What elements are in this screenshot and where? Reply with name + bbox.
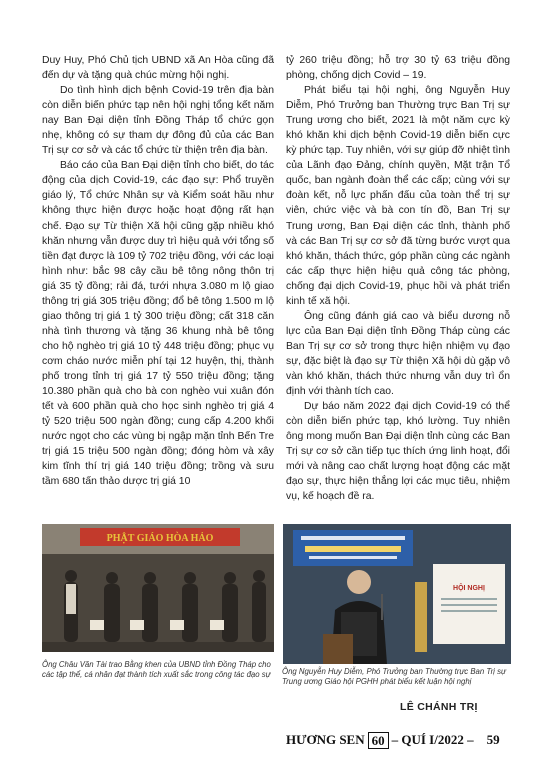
page-footer [286,728,511,752]
paragraph: Báo cáo của Ban Đại diện tỉnh cho biết, do tác động của dịch Covid-19, các đạo sự: Phổ truyền giáo lý, Tổ chức Nhân sự và Kiểm soát hầu như không thực hiện được hoặc hoạt động rất hạn chế. Đạo sự Từ thiện Xã hội cũng gặp nhiều khó khăn nhưng vẫn được duy trì hiệu quả với tổng số tiền đạt được là 109 tỷ 702 triệu đồng, với các loại hình như: bắc 98 cây cầu bê tông nông thôn trị giá 35 tỷ đồng; rải đá, tưới nhựa 3.080 m lộ giao thông trị giá 305 triệu đồng; đổ bê tông 1.500 m lộ giao thông trị giá 1 tỷ 300 triệu đồng; cất 318 căn nhà tình thương và tặng 36 khung nhà bê tông cho hộ nghèo trị giá 10 tỷ 448 triệu đồng; phục vụ cơm cháo nước miễn phí tại 12 huyện, thị, thành phố trong tỉnh trị giá 17 tỷ 550 triệu đồng; tặng 10.380 phần quà cho bà con nghèo vui xuân đón tết và 600 phần quà cho học sinh nghèo trị giá 4 tỷ 520 triệu 500 ngàn đồng; cung cấp 4.200 khối nước ngọt cho các vùng bị ngập mặn tỉnh Bến Tre trị giá 15 triệu 500 ngàn đồng; đóng hòm và xây kim tĩnh thí trị giá 140 triệu đồng; trồng và sưu tầm 680 tấn thảo dược trị giá 10 [42,160,274,488]
author-byline: LÊ CHÁNH TRỊ [400,701,478,713]
award-ceremony-photo [42,524,274,652]
backdrop-text: HỘI NGHỊ [453,585,485,592]
page-number: 59 [486,732,500,747]
paragraph: Ông cũng đánh giá cao và biểu dương nỗ lực của Ban Đại diện tỉnh Đồng Tháp cùng các Ban Trị sự cơ sở trong thực hiện nhiệm vụ đạo sự, đặc biệt là đạo sự Từ thiện Xã hội dù gặp vô vàn khó khăn, thách thức nhưng vẫn duy trì ổn định với thành tích cao. [286,310,510,398]
photo-caption-right: Ông Nguyễn Huy Diễm, Phó Trưởng ban Thường trực Ban Trị sự Trung ương Giáo hội PGHH phát biểu kết luận hội nghị [282,667,506,687]
banner-text: PHẬT GIÁO HÒA HẢO [106,533,214,544]
article-column-left [42,53,274,489]
paragraph: Duy Huy, Phó Chủ tịch UBND xã An Hòa cũng đã đến dự và tặng quà chúc mừng hội nghị. [42,55,274,82]
award-ceremony-illustration [42,524,274,652]
speaker-photo [283,524,511,664]
photo-caption-left: Ông Châu Văn Tài trao Bằng khen của UBND tỉnh Đồng Tháp cho các tập thể, cá nhân đạt thành tích xuất sắc trong công tác đạo sự [42,660,271,680]
paragraph: Dự báo năm 2022 đại dịch Covid-19 có thể còn diễn biến phức tạp, khó lường. Tuy nhiên ông mong muốn Ban Đại diện tỉnh cùng các Ban Trị sự cơ sở cần tiếp tục thích ứng linh hoạt, đổi mới và nâng cao chất lượng hoạt động các mặt đạo sự, thực hiện thắng lợi các mục tiêu, nhiệm vụ, kế hoạch đề ra. [286,401,510,503]
magazine-name: HƯƠNG SEN [286,732,365,747]
speaker-illustration [283,524,511,664]
paragraph: tỷ 260 triệu đồng; hỗ trợ 30 tỷ 63 triệu đồng phòng, chống dịch Covid – 19. [286,55,510,82]
article-column-right [286,53,510,504]
issue-number-box: 60 [368,732,389,749]
issue-label: – QUÍ I/2022 – [391,732,474,747]
paragraph: Phát biểu tại hội nghị, ông Nguyễn Huy Diễm, Phó Trưởng ban Thường trực Ban Trị sự Trung ương cho biết, 2021 là một năm cực kỳ khó khăn khi dịch bệnh Covid-19 diễn biến cực kỳ phức tạp. Tuy nhiên, với sự giúp đỡ nhiệt tình của Lãnh đạo Đảng, chính quyền, Mặt trận Tổ quốc, ban ngành đoàn thể các cấp; cùng với sự đoàn kết, nỗ lực phấn đấu của toàn thể trị sự viên, chức việc và bà con tín đồ, Ban Trị sự Trung ương, Ban Đại diện các tỉnh, thành phố và các Ban Trị sự cơ sở đã từng bước vượt qua khó khăn, thách thức, góp phần cùng các ngành các cấp thực hiện hiệu quả công tác phòng, chống đại dịch Covid-19, phục hồi và phát triển kinh tế xã hội. [286,85,510,307]
paragraph: Do tình hình dịch bệnh Covid-19 trên địa bàn còn diễn biến phức tạp nên hội nghị tổng kết năm nay Ban Đại diện tỉnh Đồng Tháp tổ chức gọn nhẹ, không có sự tham dự đông đủ của các Ban Trị sự cơ sở và các tổ chức từ thiện trên địa bàn. [42,85,274,157]
